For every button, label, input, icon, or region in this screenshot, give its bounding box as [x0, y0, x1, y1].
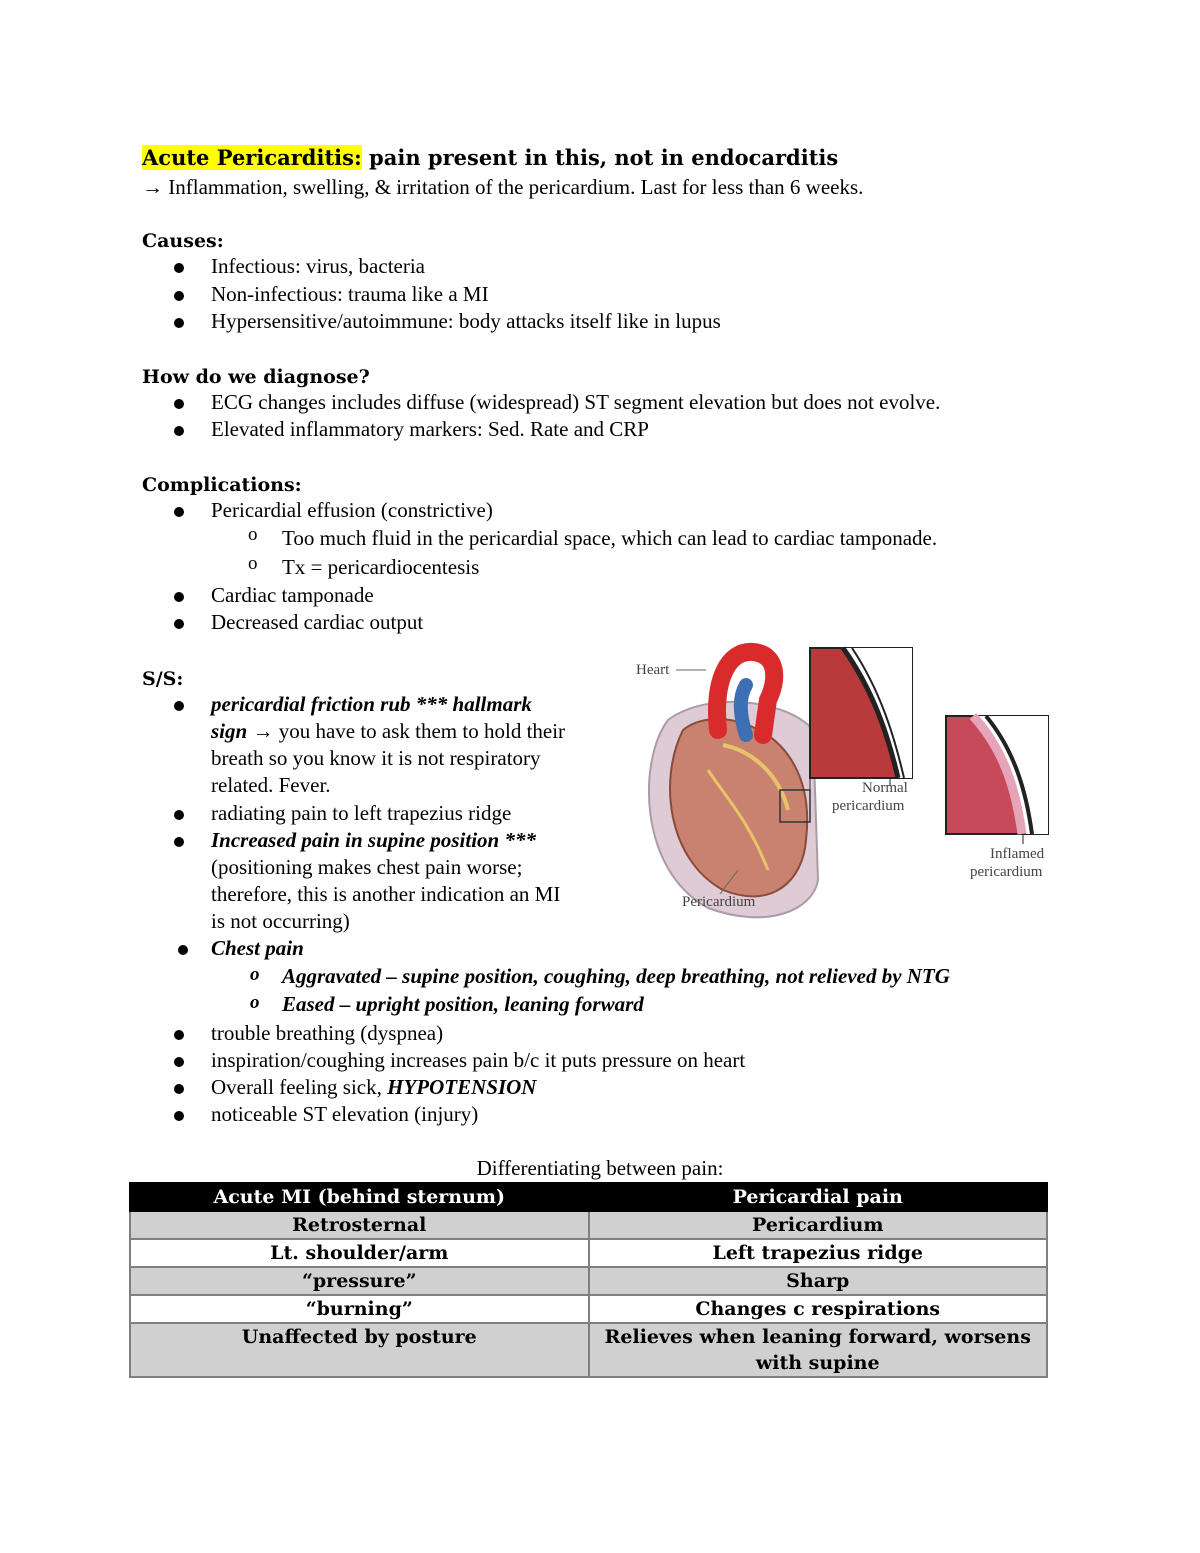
- table-cell: Lt. shoulder/arm: [130, 1239, 589, 1267]
- ss-aggravated: Aggravated – supine position, coughing, deep breathing, not relieved by NTG: [282, 964, 950, 988]
- page-title: [142, 144, 838, 171]
- bullet-icon: [174, 1057, 184, 1067]
- causes-item: Non-infectious: trauma like a MI: [211, 282, 489, 306]
- bullet-icon: [174, 619, 184, 629]
- causes-item: Hypersensitive/autoimmune: body attacks itself like in lupus: [211, 309, 721, 333]
- heart-pericardium-figure: [628, 640, 1058, 920]
- ss-supine: Increased pain in supine position ***: [211, 828, 536, 852]
- diagnose-item: ECG changes includes diffuse (widespread) ST segment elevation but does not evolve.: [211, 390, 941, 414]
- table-row: [130, 1295, 1047, 1323]
- ss-dyspnea: trouble breathing (dyspnea): [211, 1021, 444, 1045]
- complications-heading: Complications:: [142, 474, 302, 496]
- ss-rub-text: → you have to ask them to hold their: [247, 719, 566, 743]
- diagnose-heading: How do we diagnose?: [142, 366, 370, 388]
- ss-heading: S/S:: [142, 668, 184, 690]
- table-cell: Relieves when leaning forward, worsens with supine: [589, 1323, 1048, 1377]
- ss-supine-text: therefore, this is another indication an MI: [211, 882, 561, 906]
- ss-st-elevation: noticeable ST elevation (injury): [211, 1102, 479, 1126]
- table-row: [130, 1323, 1047, 1377]
- table-cell: Changes c respirations: [589, 1295, 1048, 1323]
- pericardium-label: Pericardium: [682, 894, 756, 910]
- title-highlight: Acute Pericarditis:: [142, 145, 362, 170]
- bullet-icon: [174, 592, 184, 602]
- complications-item: Cardiac tamponade: [211, 583, 374, 607]
- inflamed-label: pericardium: [970, 864, 1043, 880]
- ss-radiating: radiating pain to left trapezius ridge: [211, 801, 512, 825]
- sub-bullet-icon: o: [248, 524, 258, 545]
- complications-item: Pericardial effusion (constrictive): [211, 498, 493, 522]
- causes-heading: Causes:: [142, 230, 224, 252]
- ss-supine-text: (positioning makes chest pain worse;: [211, 855, 523, 879]
- complications-subitem: Tx = pericardiocentesis: [282, 555, 480, 579]
- sub-bullet-icon: o: [250, 992, 260, 1013]
- differentiating-pain-table: [129, 1182, 1048, 1378]
- table-cell: Pericardium: [589, 1211, 1048, 1239]
- table-header-cell: Acute MI (behind sternum): [130, 1183, 589, 1211]
- bullet-icon: [174, 1030, 184, 1040]
- complications-subitem: Too much fluid in the pericardial space, which can lead to cardiac tamponade.: [282, 526, 938, 550]
- bullet-icon: [174, 837, 184, 847]
- ss-rub-text: related. Fever.: [211, 773, 331, 797]
- complications-item: Decreased cardiac output: [211, 610, 424, 634]
- table-cell: “burning”: [130, 1295, 589, 1323]
- sub-bullet-icon: o: [250, 964, 260, 985]
- sub-bullet-icon: o: [248, 553, 258, 574]
- inflamed-label: Inflamed: [990, 846, 1045, 862]
- bullet-icon: [174, 318, 184, 328]
- diagnose-item: Elevated inflammatory markers: Sed. Rate and CRP: [211, 417, 649, 441]
- title-rest: pain present in this, not in endocarditis: [361, 145, 839, 170]
- heart-label: Heart: [636, 662, 670, 678]
- bullet-icon: [174, 1111, 184, 1121]
- bullet-icon: [174, 426, 184, 436]
- bullet-icon: [174, 810, 184, 820]
- table-row: [130, 1211, 1047, 1239]
- ss-friction-rub-line2: [211, 719, 565, 744]
- table-cell: Retrosternal: [130, 1211, 589, 1239]
- bullet-icon: [174, 399, 184, 409]
- ss-sick-prefix: Overall feeling sick,: [211, 1075, 388, 1099]
- pulmonary-vessel: [741, 685, 746, 735]
- ss-sign-word: sign: [211, 719, 248, 743]
- ss-eased: Eased – upright position, leaning forward: [282, 992, 644, 1016]
- table-cell: Sharp: [589, 1267, 1048, 1295]
- table-cell: Unaffected by posture: [130, 1323, 589, 1377]
- bullet-icon: [174, 701, 184, 711]
- bullet-icon: [174, 1084, 184, 1094]
- bullet-icon: [174, 263, 184, 273]
- table-header-row: [130, 1183, 1047, 1211]
- normal-label: pericardium: [832, 798, 905, 814]
- table-caption: Differentiating between pain:: [476, 1156, 724, 1180]
- table-cell: Left trapezius ridge: [589, 1239, 1048, 1267]
- definition-text: → Inflammation, swelling, & irritation of the pericardium. Last for less than 6 weeks.: [142, 175, 864, 199]
- bullet-icon: [174, 291, 184, 301]
- table-row: [130, 1267, 1047, 1295]
- ss-hypotension: HYPOTENSION: [387, 1075, 537, 1099]
- ss-rub-text: breath so you know it is not respiratory: [211, 746, 541, 770]
- ss-supine-text: is not occurring): [211, 909, 350, 933]
- table-cell: “pressure”: [130, 1267, 589, 1295]
- ss-friction-rub: pericardial friction rub *** hallmark: [211, 692, 532, 716]
- bullet-icon: [174, 507, 184, 517]
- table-row: [130, 1239, 1047, 1267]
- ss-sick: [211, 1075, 536, 1100]
- normal-label: Normal: [862, 780, 908, 796]
- ss-chest-pain: Chest pain: [211, 936, 304, 960]
- table-header-cell: Pericardial pain: [589, 1183, 1048, 1211]
- ss-inspiration: inspiration/coughing increases pain b/c it puts pressure on heart: [211, 1048, 746, 1072]
- causes-item: Infectious: virus, bacteria: [211, 254, 425, 278]
- bullet-icon: [178, 945, 188, 955]
